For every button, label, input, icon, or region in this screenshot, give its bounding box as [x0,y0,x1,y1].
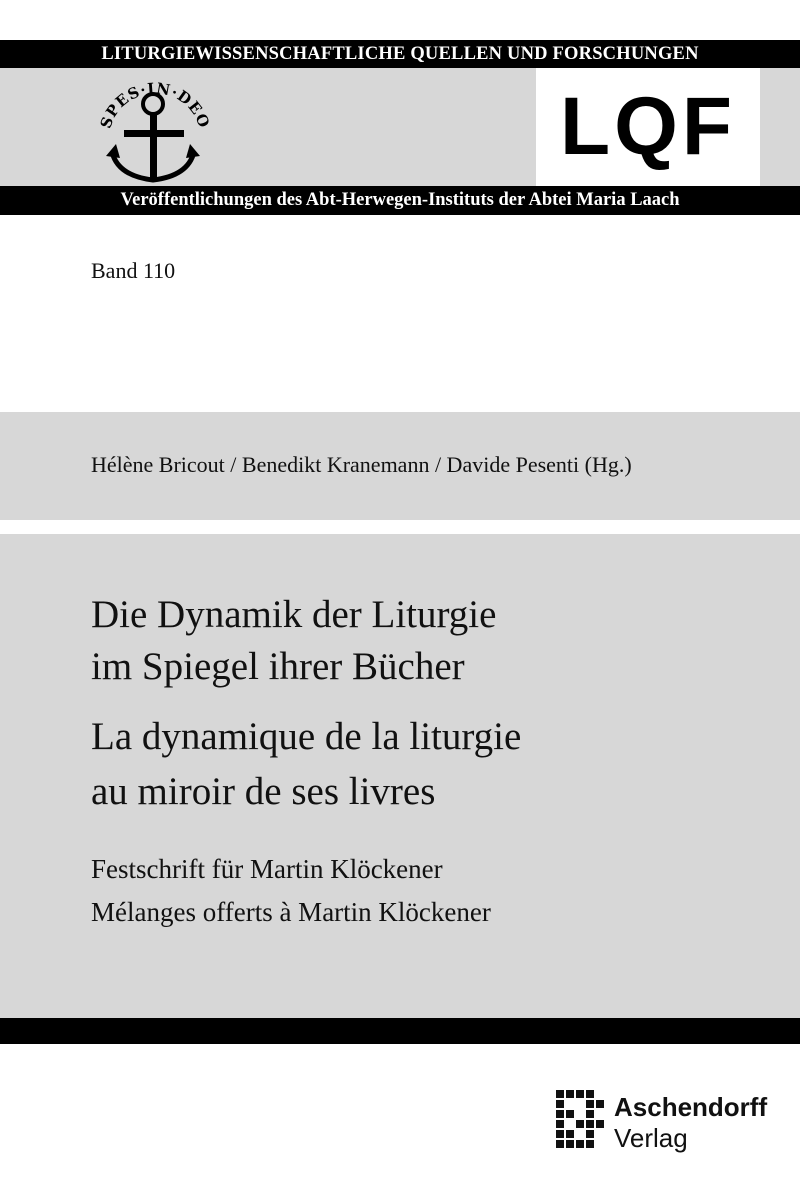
series-title: LITURGIEWISSENSCHAFTLICHE QUELLEN UND FORSCHUNGEN [101,44,699,64]
title-french-line-2: au miroir de ses livres [91,770,436,813]
aschendorff-logo-icon [556,1090,606,1152]
title-german-line-1: Die Dynamik der Liturgie [91,593,497,636]
lqf-logo: LQF [560,81,736,172]
publisher-sub: Verlag [614,1123,688,1153]
bottom-bar [0,1018,800,1044]
title-french-line-1: La dynamique de la liturgie [91,715,522,758]
anchor-cross-emblem-icon [96,72,214,188]
publisher-name: Aschendorff [614,1092,768,1122]
title-german-line-2: im Spiegel ihrer Bücher [91,645,465,688]
volume-number: Band 110 [91,258,176,283]
emblem-motto: SPES·IN·DEO [96,79,214,131]
festschrift-german: Festschrift für Martin Klöckener [91,854,443,884]
series-subtitle: Veröffentlichungen des Abt-Herwegen-Instituts der Abtei Maria Laach [120,190,680,210]
festschrift-french: Mélanges offerts à Martin Klöckener [91,897,491,927]
editors: Hélène Bricout / Benedikt Kranemann / Davide Pesenti (Hg.) [91,452,632,477]
